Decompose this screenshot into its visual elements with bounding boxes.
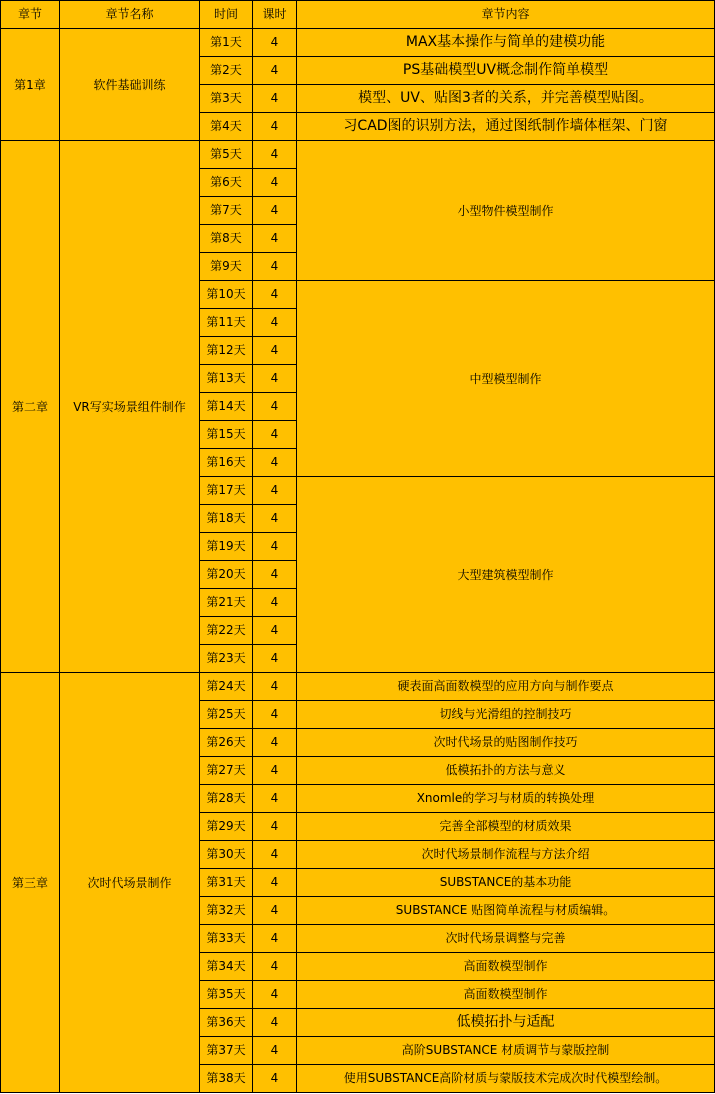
content-cell: 高面数模型制作 xyxy=(297,953,715,981)
table-row xyxy=(1,673,715,701)
hours-cell: 4 xyxy=(253,701,297,729)
day-cell: 第33天 xyxy=(200,925,253,953)
chapter-label: 第三章 xyxy=(1,673,60,1093)
day-cell: 第19天 xyxy=(200,533,253,561)
hours-cell: 4 xyxy=(253,729,297,757)
hours-cell: 4 xyxy=(253,253,297,281)
content-cell: 使用SUBSTANCE高阶材质与蒙版技术完成次时代模型绘制。 xyxy=(297,1065,715,1093)
hours-cell: 4 xyxy=(253,393,297,421)
hours-cell: 4 xyxy=(253,533,297,561)
hours-cell: 4 xyxy=(253,953,297,981)
header-content: 章节内容 xyxy=(297,1,715,29)
content-cell: 小型物件模型制作 xyxy=(297,141,715,281)
day-cell: 第13天 xyxy=(200,365,253,393)
content-cell: 硬表面高面数模型的应用方向与制作要点 xyxy=(297,673,715,701)
day-cell: 第31天 xyxy=(200,869,253,897)
hours-cell: 4 xyxy=(253,841,297,869)
content-cell: 高阶SUBSTANCE 材质调节与蒙版控制 xyxy=(297,1037,715,1065)
day-cell: 第5天 xyxy=(200,141,253,169)
content-cell: 低模拓扑与适配 xyxy=(297,1009,715,1037)
hours-cell: 4 xyxy=(253,1037,297,1065)
hours-cell: 4 xyxy=(253,225,297,253)
hours-cell: 4 xyxy=(253,645,297,673)
hours-cell: 4 xyxy=(253,1065,297,1093)
hours-cell: 4 xyxy=(253,57,297,85)
hours-cell: 4 xyxy=(253,337,297,365)
chapter-name: 次时代场景制作 xyxy=(60,673,200,1093)
header-time: 时间 xyxy=(200,1,253,29)
day-cell: 第35天 xyxy=(200,981,253,1009)
hours-cell: 4 xyxy=(253,449,297,477)
chapter-label: 第1章 xyxy=(1,29,60,141)
content-cell: 次时代场景调整与完善 xyxy=(297,925,715,953)
hours-cell: 4 xyxy=(253,365,297,393)
day-cell: 第16天 xyxy=(200,449,253,477)
hours-cell: 4 xyxy=(253,281,297,309)
header-row xyxy=(1,1,715,29)
hours-cell: 4 xyxy=(253,813,297,841)
day-cell: 第9天 xyxy=(200,253,253,281)
hours-cell: 4 xyxy=(253,197,297,225)
content-cell: 次时代场景制作流程与方法介绍 xyxy=(297,841,715,869)
hours-cell: 4 xyxy=(253,589,297,617)
day-cell: 第6天 xyxy=(200,169,253,197)
day-cell: 第20天 xyxy=(200,561,253,589)
hours-cell: 4 xyxy=(253,505,297,533)
content-cell: 次时代场景的贴图制作技巧 xyxy=(297,729,715,757)
content-cell: PS基础模型UV概念制作简单模型 xyxy=(297,57,715,85)
content-cell: SUBSTANCE 贴图简单流程与材质编辑。 xyxy=(297,897,715,925)
day-cell: 第11天 xyxy=(200,309,253,337)
day-cell: 第3天 xyxy=(200,85,253,113)
hours-cell: 4 xyxy=(253,785,297,813)
content-cell: 大型建筑模型制作 xyxy=(297,477,715,673)
content-cell: MAX基本操作与简单的建模功能 xyxy=(297,29,715,57)
chapter-name: VR写实场景组件制作 xyxy=(60,141,200,673)
day-cell: 第1天 xyxy=(200,29,253,57)
day-cell: 第29天 xyxy=(200,813,253,841)
hours-cell: 4 xyxy=(253,29,297,57)
content-cell: 高面数模型制作 xyxy=(297,981,715,1009)
day-cell: 第38天 xyxy=(200,1065,253,1093)
content-cell: 习CAD图的识别方法，通过图纸制作墙体框架、门窗 xyxy=(297,113,715,141)
day-cell: 第14天 xyxy=(200,393,253,421)
hours-cell: 4 xyxy=(253,309,297,337)
content-cell: SUBSTANCE的基本功能 xyxy=(297,869,715,897)
day-cell: 第22天 xyxy=(200,617,253,645)
day-cell: 第4天 xyxy=(200,113,253,141)
day-cell: 第30天 xyxy=(200,841,253,869)
day-cell: 第27天 xyxy=(200,757,253,785)
day-cell: 第12天 xyxy=(200,337,253,365)
hours-cell: 4 xyxy=(253,421,297,449)
header-chapter-name: 章节名称 xyxy=(60,1,200,29)
hours-cell: 4 xyxy=(253,981,297,1009)
day-cell: 第34天 xyxy=(200,953,253,981)
hours-cell: 4 xyxy=(253,897,297,925)
day-cell: 第18天 xyxy=(200,505,253,533)
content-cell: 完善全部模型的材质效果 xyxy=(297,813,715,841)
hours-cell: 4 xyxy=(253,477,297,505)
day-cell: 第36天 xyxy=(200,1009,253,1037)
day-cell: 第21天 xyxy=(200,589,253,617)
chapter-name: 软件基础训练 xyxy=(60,29,200,141)
hours-cell: 4 xyxy=(253,85,297,113)
hours-cell: 4 xyxy=(253,1009,297,1037)
hours-cell: 4 xyxy=(253,757,297,785)
table-row xyxy=(1,141,715,169)
hours-cell: 4 xyxy=(253,561,297,589)
table-row xyxy=(1,29,715,57)
content-cell: 中型模型制作 xyxy=(297,281,715,477)
day-cell: 第15天 xyxy=(200,421,253,449)
hours-cell: 4 xyxy=(253,925,297,953)
hours-cell: 4 xyxy=(253,141,297,169)
day-cell: 第28天 xyxy=(200,785,253,813)
day-cell: 第24天 xyxy=(200,673,253,701)
chapter-label: 第二章 xyxy=(1,141,60,673)
day-cell: 第37天 xyxy=(200,1037,253,1065)
day-cell: 第2天 xyxy=(200,57,253,85)
day-cell: 第25天 xyxy=(200,701,253,729)
hours-cell: 4 xyxy=(253,169,297,197)
hours-cell: 4 xyxy=(253,113,297,141)
content-cell: Xnomle的学习与材质的转换处理 xyxy=(297,785,715,813)
day-cell: 第10天 xyxy=(200,281,253,309)
content-cell: 模型、UV、贴图3者的关系，并完善模型贴图。 xyxy=(297,85,715,113)
hours-cell: 4 xyxy=(253,673,297,701)
hours-cell: 4 xyxy=(253,869,297,897)
day-cell: 第8天 xyxy=(200,225,253,253)
hours-cell: 4 xyxy=(253,617,297,645)
header-chapter: 章节 xyxy=(1,1,60,29)
day-cell: 第17天 xyxy=(200,477,253,505)
day-cell: 第7天 xyxy=(200,197,253,225)
content-cell: 低模拓扑的方法与意义 xyxy=(297,757,715,785)
content-cell: 切线与光滑组的控制技巧 xyxy=(297,701,715,729)
day-cell: 第23天 xyxy=(200,645,253,673)
day-cell: 第26天 xyxy=(200,729,253,757)
header-hours: 课时 xyxy=(253,1,297,29)
day-cell: 第32天 xyxy=(200,897,253,925)
